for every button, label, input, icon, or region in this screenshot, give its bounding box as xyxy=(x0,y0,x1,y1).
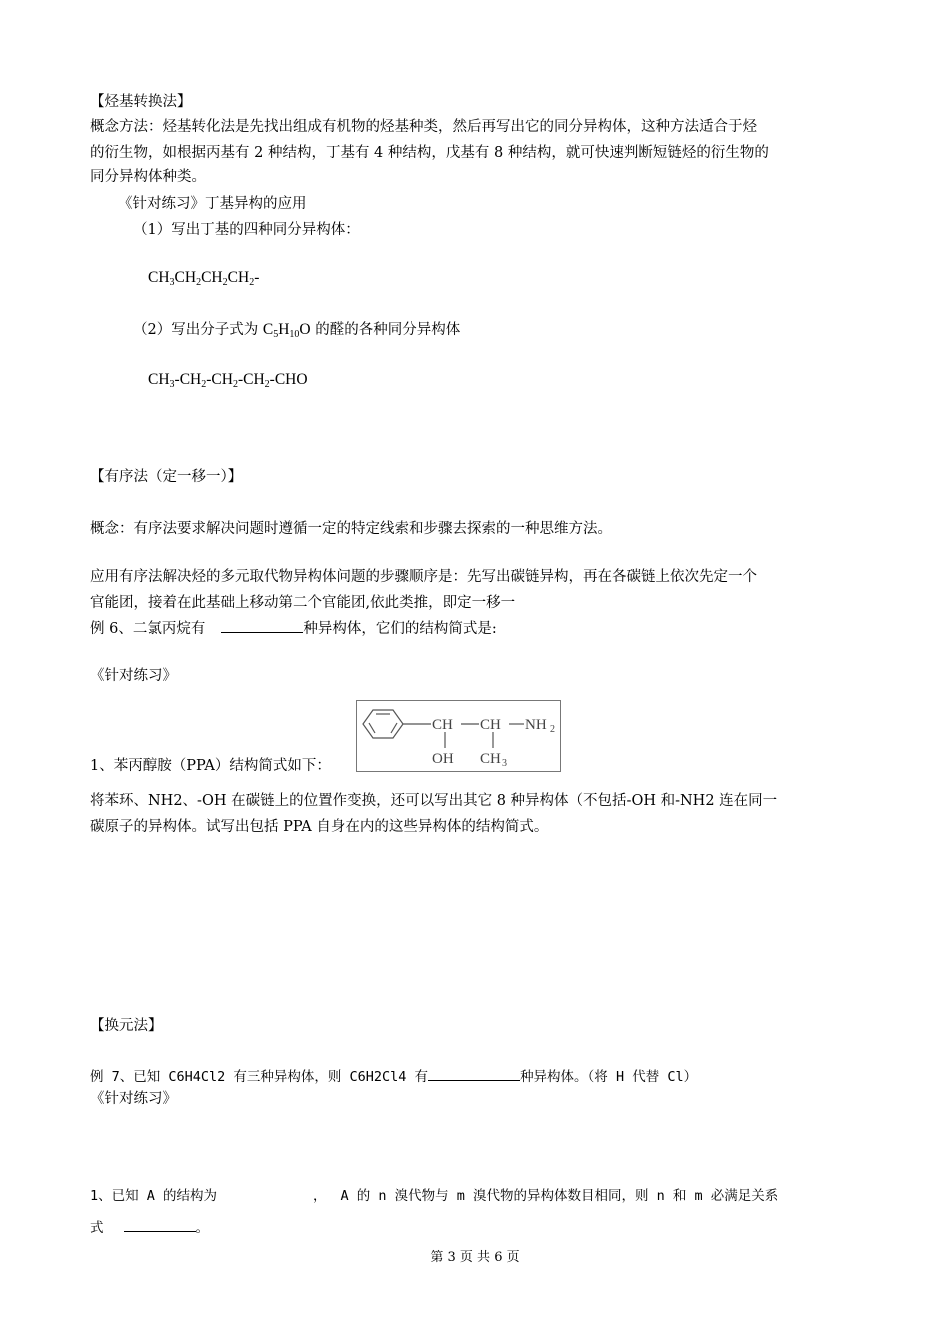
example-7: 例 7、已知 C6H4Cl2 有三种异构体，则 C6H2Cl4 有 种异构体。（将 H 代替 Cl） xyxy=(90,1066,697,1087)
ppa-question-line-2: 碳原子的异构体。试写出包括 PPA 自身在内的这些异构体的结构简式。 xyxy=(90,819,549,835)
practice-title-substitution: 《针对练习》 xyxy=(90,1091,177,1107)
example-7-answer-blank[interactable] xyxy=(428,1066,520,1081)
concept-line-3: 同分异构体种类。 xyxy=(90,169,206,185)
ppa-structure-image xyxy=(356,700,561,772)
question-1: （1）写出丁基的四种同分异构体： xyxy=(133,222,360,238)
benzene-ring-icon xyxy=(363,710,403,738)
ordered-concept: 概念：有序法要求解决问题时遵循一定的特定线索和步骤去探索的一种思维方法。 xyxy=(90,521,612,537)
practice-title-butyl: 《针对练习》丁基异构的应用 xyxy=(118,196,307,212)
question-2: （2）写出分子式为 $C_5H_{10}O$ 的醛的各种同分异构体 xyxy=(133,321,461,340)
concept-line-2: 的衍生物，如根据丙基有 2 种结构，丁基有 4 种结构，戊基有 8 种结构，就可快速判断短链烃的衍生物的 xyxy=(90,145,769,161)
ppa-ch-2: CH xyxy=(480,717,501,733)
relation-answer-blank[interactable] xyxy=(124,1217,196,1232)
practice-title-ordered: 《针对练习》 xyxy=(90,668,177,684)
page-footer: 第 3 页 共 6 页 xyxy=(430,1250,520,1265)
section-title-substitution: 【换元法】 xyxy=(90,1018,163,1034)
ordered-application-line-1: 应用有序法解决烃的多元取代物异构体问题的步骤顺序是：先写出碳链异构，再在各碳链上依次先定一个 xyxy=(90,569,757,585)
question-a-structure: 1、已知 A 的结构为 ， A 的 n 溴代物与 m 溴代物的异构体数目相同，则 n 和 m 必满足关系 xyxy=(90,1188,779,1204)
ppa-structure-svg xyxy=(357,701,560,771)
ppa-oh: OH xyxy=(432,751,454,767)
molecular-formula: $C_5H_{10}O$ xyxy=(262,321,311,340)
section-title-hydrocarbon-group: 【烃基转换法】 xyxy=(90,94,192,110)
ppa-nh: NH xyxy=(525,717,547,733)
ppa-ch-1: CH xyxy=(432,717,453,733)
section-title-ordered-method: 【有序法（定一移一）】 xyxy=(90,469,243,485)
ppa-question-line-1: 将苯环、NH2、-OH 在碳链上的位置作变换，还可以写出其它 8 种异构体（不包括-OH 和-NH2 连在同一 xyxy=(90,793,778,809)
ppa-label: 1、苯丙醇胺（PPA）结构简式如下： xyxy=(90,758,331,774)
aldehyde-formula: $CH_3-CH_2-CH_2-CH_2$-CHO xyxy=(148,371,308,390)
question-a-line-2: 式 。 xyxy=(90,1217,209,1238)
ppa-ch3: CH xyxy=(480,751,501,767)
ppa-ch3-sub: 3 xyxy=(502,758,507,769)
butyl-formula: $CH_3CH_2CH_2CH_2-$ xyxy=(148,269,260,288)
example-6-answer-blank[interactable] xyxy=(221,618,303,633)
example-6: 例 6、二氯丙烷有 种异构体，它们的结构简式是: xyxy=(90,618,497,639)
ordered-application-line-2: 官能团，接着在此基础上移动第二个官能团,依此类推，即定一移一 xyxy=(90,595,516,611)
ppa-nh-sub: 2 xyxy=(550,724,555,735)
ppa-bonds xyxy=(403,724,524,748)
concept-line-1: 概念方法：烃基转化法是先找出组成有机物的烃基种类，然后再写出它的同分异构体，这种方法适合于烃 xyxy=(90,119,757,135)
